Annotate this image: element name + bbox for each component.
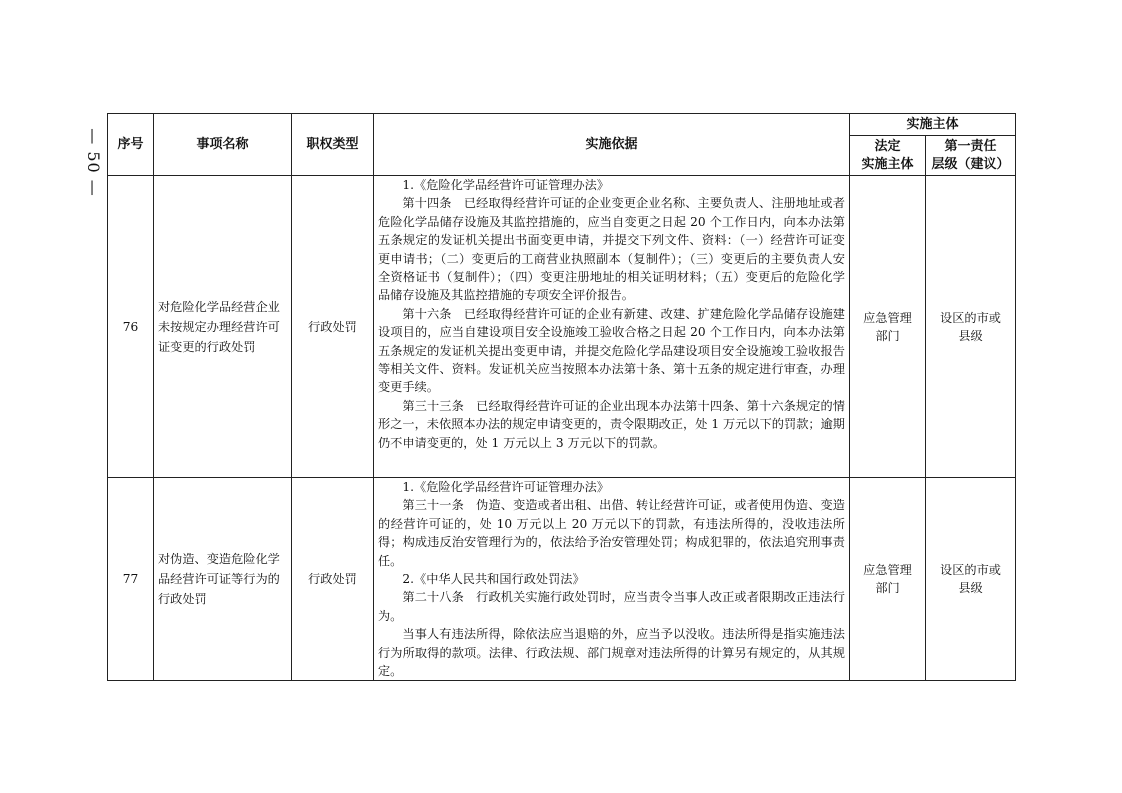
- basis-paragraph: 第二十八条 行政机关实施行政处罚时，应当责令当事人改正或者限期改正违法行为。: [378, 590, 845, 623]
- basis-paragraph: 第十六条 已经取得经营许可证的企业有新建、改建、扩建危险化学品储存设施建设项目的，应当自建设项目安全设施竣工验收合格之日起 20 个工作日内，向本办法第五条规定的发证机关提出变更申请，并提交危险化学品建设项目安全设施竣工验收报告等相关文件、资料。发证机关应当按照本办法第十条、第十五条的规定进行审查，办理变更手续。: [378, 306, 845, 395]
- header-subject: 实施主体: [850, 114, 1016, 136]
- row-item-name: 对伪造、变造危险化学品经营许可证等行为的行政处罚: [154, 478, 292, 681]
- header-name: 事项名称: [154, 114, 292, 176]
- row-legal-basis: [374, 478, 850, 681]
- row-item-name: 对危险化学品经营企业未按规定办理经营许可证变更的行政处罚: [154, 176, 292, 478]
- basis-paragraph: 1.《危险化学品经营许可证管理办法》: [402, 480, 610, 494]
- table-row: [108, 176, 1016, 478]
- row-authority-type: 行政处罚: [292, 478, 374, 681]
- row-seq: 76: [108, 176, 154, 478]
- header-first-level: 第一责任 层级（建议）: [926, 136, 1016, 176]
- row-legal-basis: [374, 176, 850, 478]
- page-number: [80, 120, 106, 204]
- header-type: 职权类型: [292, 114, 374, 176]
- row-first-level: 设区的市或县级: [926, 478, 1016, 681]
- row-legal-subject: 应急管理部门: [850, 176, 926, 478]
- row-authority-type: 行政处罚: [292, 176, 374, 478]
- header-seq: 序号: [108, 114, 154, 176]
- row-legal-subject: 应急管理部门: [850, 478, 926, 681]
- header-basis: 实施依据: [374, 114, 850, 176]
- basis-paragraph: 1.《危险化学品经营许可证管理办法》: [402, 178, 610, 192]
- basis-paragraph: 第十四条 已经取得经营许可证的企业变更企业名称、主要负责人、注册地址或者危险化学品储存设施及其监控措施的，应当自变更之日起 20 个工作日内，向本办法第五条规定的发证机关提出书面变更申请，并提交下列文件、资料：（一）经营许可证变更申请书；（二）变更后的工商营业执照副本（复制件）；（三）变更后的主要负责人安全资格证书（复制件）；（四）变更注册地址的相关证明材料；（五）变更后的危险化学品储存设施及其监控措施的专项安全评价报告。: [378, 196, 845, 303]
- row-seq: 77: [108, 478, 154, 681]
- basis-paragraph: 当事人有违法所得，除依法应当退赔的外，应当予以没收。违法所得是指实施违法行为所取得的款项。法律、行政法规、部门规章对违法所得的计算另有规定的，从其规定。: [378, 627, 845, 679]
- basis-paragraph: 第三十一条 伪造、变造或者出租、出借、转让经营许可证，或者使用伪造、变造的经营许可证的，处 10 万元以上 20 万元以下的罚款，有违法所得的，没收违法所得；构成违反治安管理行为的，依法给予治安管理处罚；构成犯罪的，依法追究刑事责任。: [378, 498, 845, 568]
- basis-paragraph: 2.《中华人民共和国行政处罚法》: [402, 572, 585, 587]
- authority-table: [107, 113, 1016, 681]
- table-row: [108, 478, 1016, 681]
- header-legal-subject: 法定 实施主体: [850, 136, 926, 176]
- table-header: [108, 114, 1016, 176]
- page-number-text: — 50 —: [83, 127, 103, 197]
- row-first-level: 设区的市或县级: [926, 176, 1016, 478]
- basis-paragraph: 第三十三条 已经取得经营许可证的企业出现本办法第十四条、第十六条规定的情形之一，未依照本办法的规定申请变更的，责令限期改正，处 1 万元以下的罚款；逾期仍不申请变更的，处 1 万元以上 3 万元以下的罚款。: [378, 398, 845, 450]
